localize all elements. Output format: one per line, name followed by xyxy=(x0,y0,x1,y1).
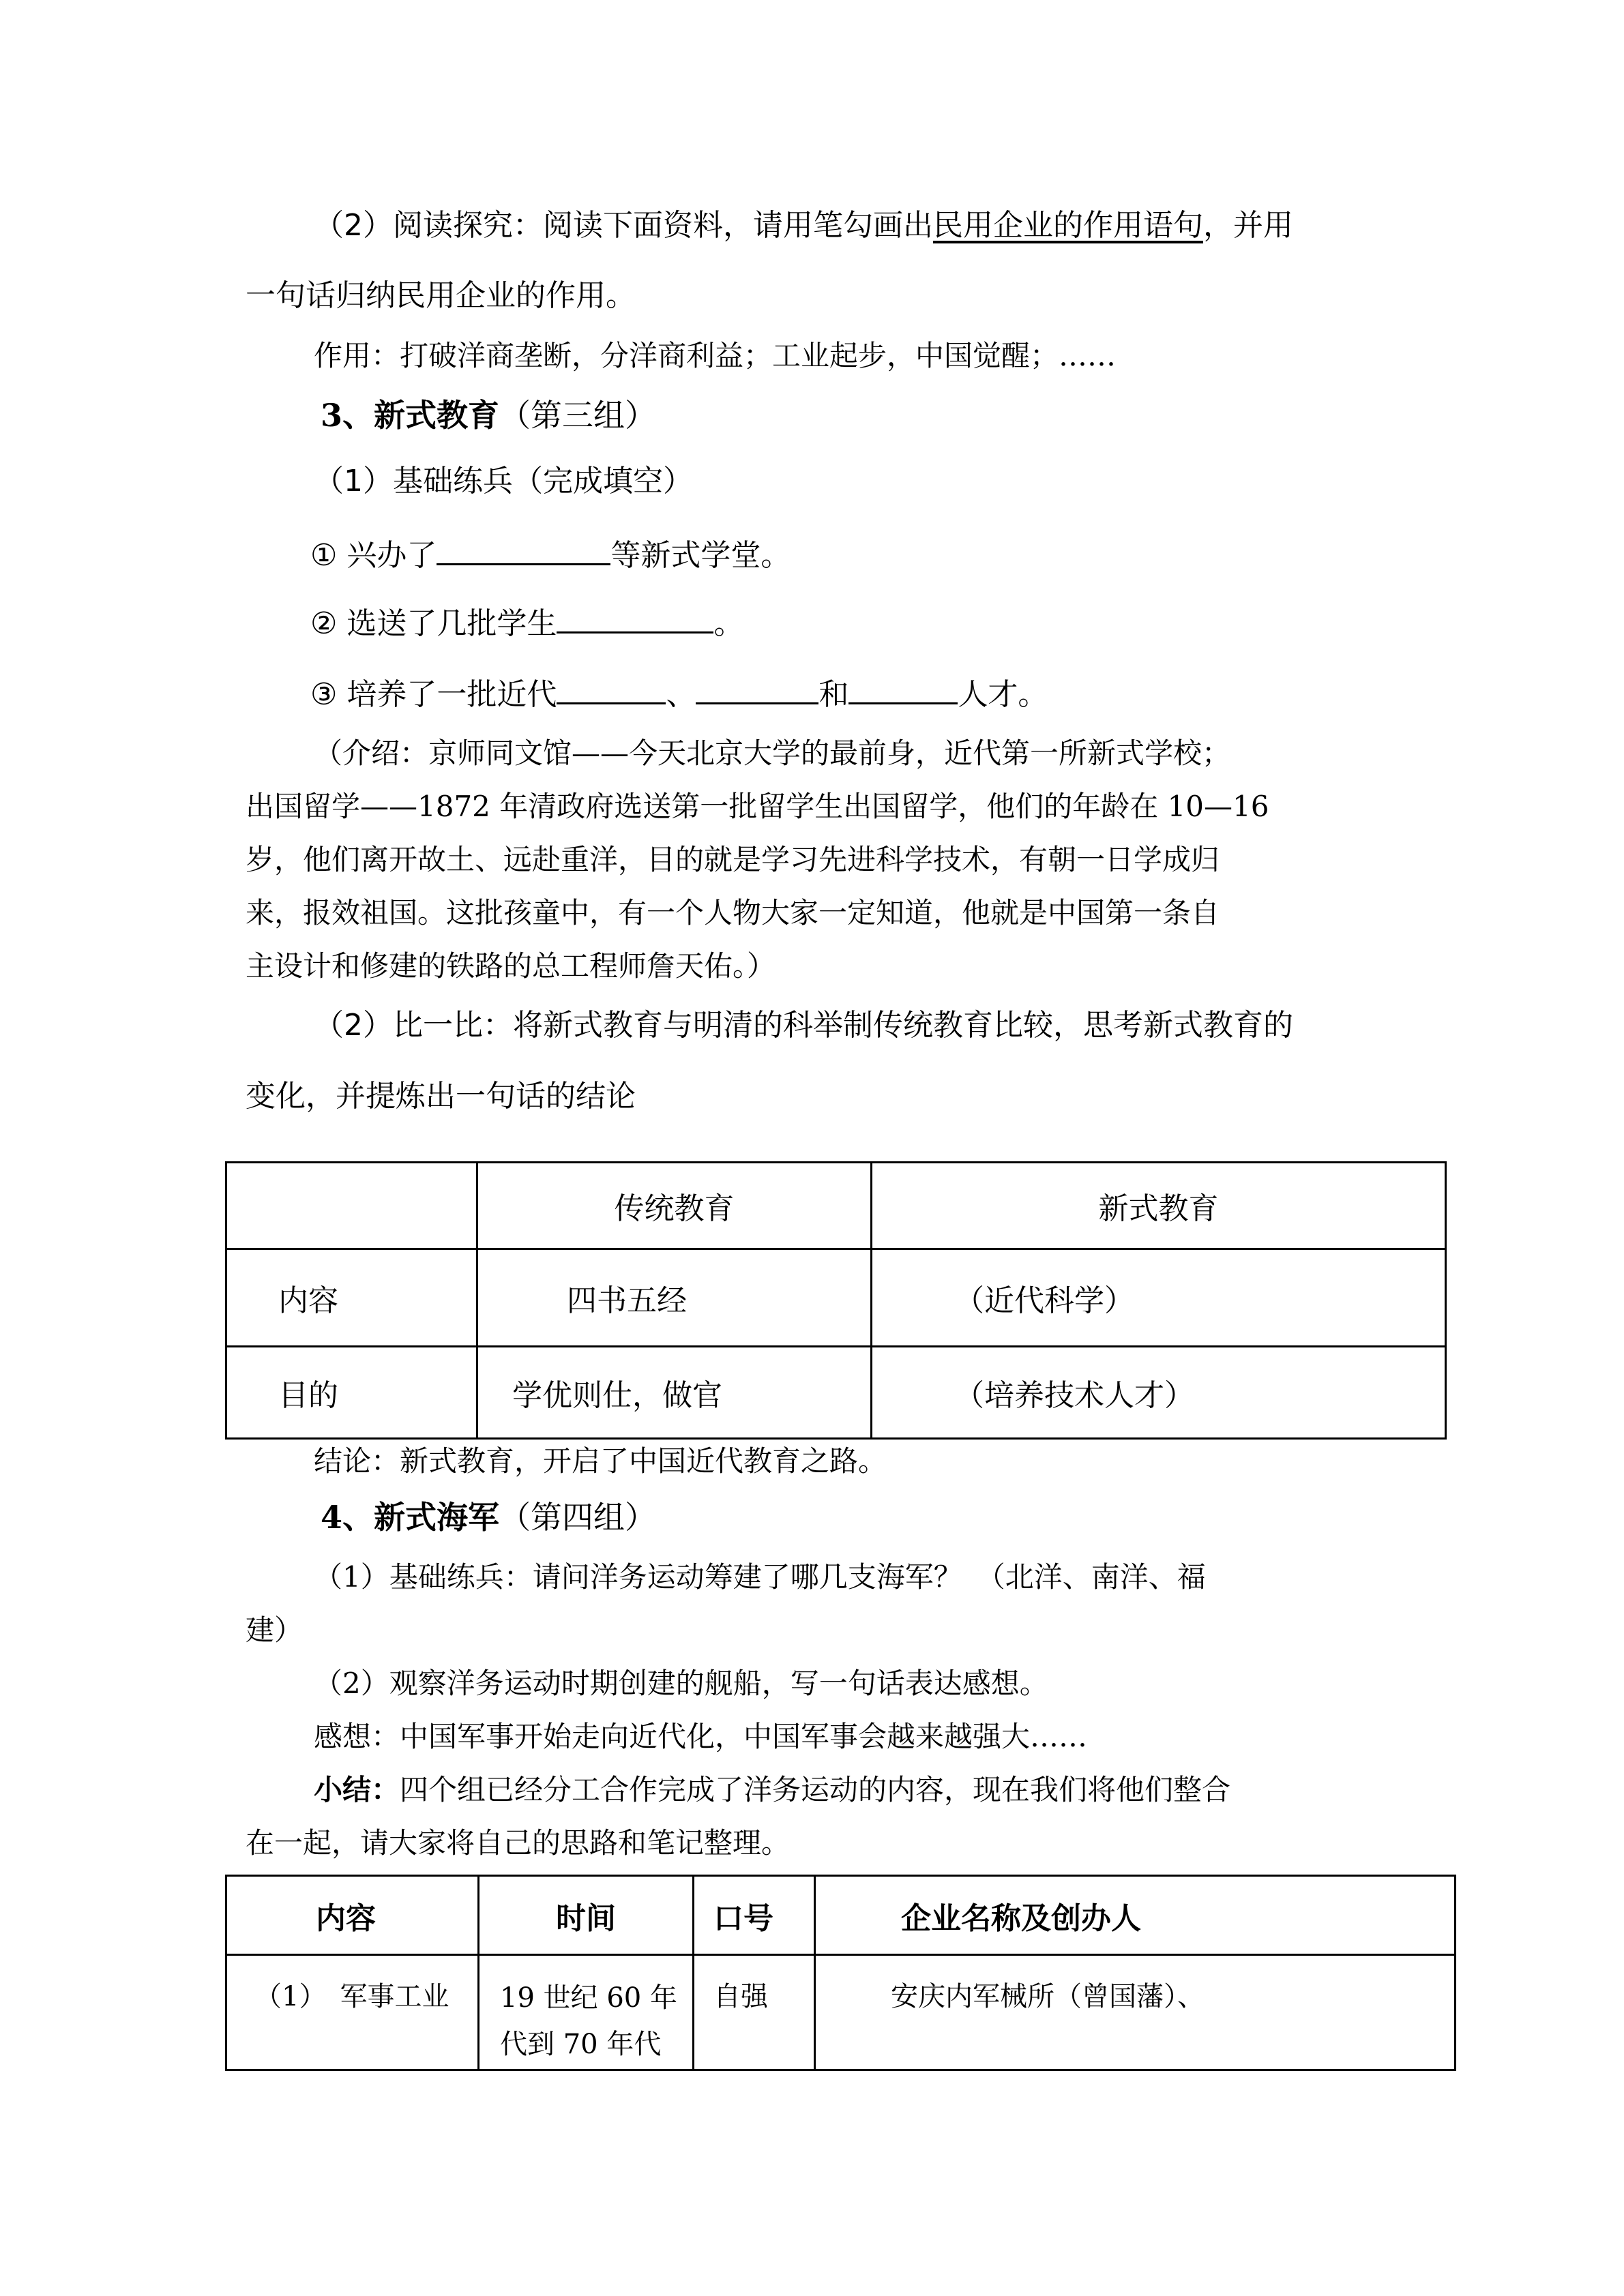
section-3-heading: 3、新式教育（第三组） xyxy=(321,397,657,434)
summary-table xyxy=(225,1875,1456,2071)
header-cell: 内容 xyxy=(226,1876,479,1955)
reading-answer: 作用：打破洋商垄断，分洋商利益；工业起步，中国觉醒；…… xyxy=(314,339,1117,372)
table-header-row xyxy=(226,1876,1456,1955)
q1-title: （1）基础练兵（完成填空） xyxy=(314,464,693,498)
header-cell: 新式教育 xyxy=(872,1163,1446,1249)
fill-item-3: ③ 培养了一批近代 、 和 人才。 xyxy=(310,675,1048,713)
intro-line: 岁，他们离开故土、远赴重洋，目的就是学习先进科学技术，有朝一日学成归 xyxy=(246,843,1220,876)
conclusion: 结论：新式教育，开启了中国近代教育之路。 xyxy=(314,1444,887,1478)
header-cell: 企业名称及创办人 xyxy=(815,1876,1456,1955)
q2-line2: 变化，并提炼出一句话的结论 xyxy=(246,1079,636,1114)
table-cell: 四书五经 xyxy=(477,1249,872,1347)
table-row xyxy=(226,1249,1446,1347)
underlined-phrase: 民用企业的作用语句 xyxy=(933,208,1203,243)
fill-item-1: ① 兴办了 等新式学堂。 xyxy=(310,536,791,574)
table-cell: （1） 军事工业 xyxy=(226,1955,479,2070)
intro-line: 出国留学——1872 年清政府选送第一批留学生出国留学，他们的年龄在 10—16 xyxy=(246,790,1269,823)
intro-line: （介绍：京师同文馆——今天北京大学的最前身，近代第一所新式学校； xyxy=(314,736,1231,770)
comparison-table xyxy=(225,1161,1447,1440)
reading-question-line2: 一句话归纳民用企业的作用。 xyxy=(246,278,636,313)
table-cell: 自强 xyxy=(694,1955,815,2070)
table-cell: 学优则仕，做官 xyxy=(477,1347,872,1439)
blank-3a[interactable] xyxy=(557,675,666,704)
header-cell: 传统教育 xyxy=(477,1163,872,1249)
table-cell: （培养技术人才） xyxy=(872,1347,1446,1439)
row-label: 目的 xyxy=(226,1347,477,1439)
sec4-q1-line2: 建） xyxy=(246,1613,304,1647)
header-cell: 时间 xyxy=(479,1876,694,1955)
blank-2[interactable] xyxy=(557,604,713,633)
intro-line: 来，报效祖国。这批孩童中，有一个人物大家一定知道，他就是中国第一条自 xyxy=(246,896,1220,929)
sec4-feeling: 感想：中国军事开始走向近代化，中国军事会越来越强大…… xyxy=(314,1720,1088,1753)
table-cell: 安庆内军械所（曾国藩）、 xyxy=(815,1955,1456,2070)
blank-1[interactable] xyxy=(437,536,610,565)
header-cell xyxy=(226,1163,477,1249)
header-cell: 口号 xyxy=(694,1876,815,1955)
table-row xyxy=(226,1347,1446,1439)
table-cell: （近代科学） xyxy=(872,1249,1446,1347)
sec4-q2: （2）观察洋务运动时期创建的舰船，写一句话表达感想。 xyxy=(314,1667,1048,1700)
summary-line1: 小结：四个组已经分工合作完成了洋务运动的内容，现在我们将他们整合 xyxy=(314,1773,1231,1806)
section-4-heading: 4、新式海军（第四组） xyxy=(321,1499,657,1536)
summary-line2: 在一起，请大家将自己的思路和笔记整理。 xyxy=(246,1826,791,1860)
table-cell: 19 世纪 60 年 代到 70 年代 xyxy=(479,1955,694,2070)
blank-3b[interactable] xyxy=(696,675,818,704)
table-header-row xyxy=(226,1163,1446,1249)
sec4-q1-line1: （1）基础练兵：请问洋务运动筹建了哪几支海军？ （北洋、南洋、福 xyxy=(314,1560,1206,1594)
blank-3c[interactable] xyxy=(848,675,958,704)
reading-question-line1: （2）阅读探究：阅读下面资料，请用笔勾画出民用企业的作用语句，并用 xyxy=(314,208,1293,243)
table-row xyxy=(226,1955,1456,2070)
q2-line1: （2）比一比：将新式教育与明清的科举制传统教育比较，思考新式教育的 xyxy=(314,1008,1293,1043)
intro-line: 主设计和修建的铁路的总工程师詹天佑。） xyxy=(246,949,776,983)
row-label: 内容 xyxy=(226,1249,477,1347)
fill-item-2: ② 选送了几批学生 。 xyxy=(310,604,743,642)
